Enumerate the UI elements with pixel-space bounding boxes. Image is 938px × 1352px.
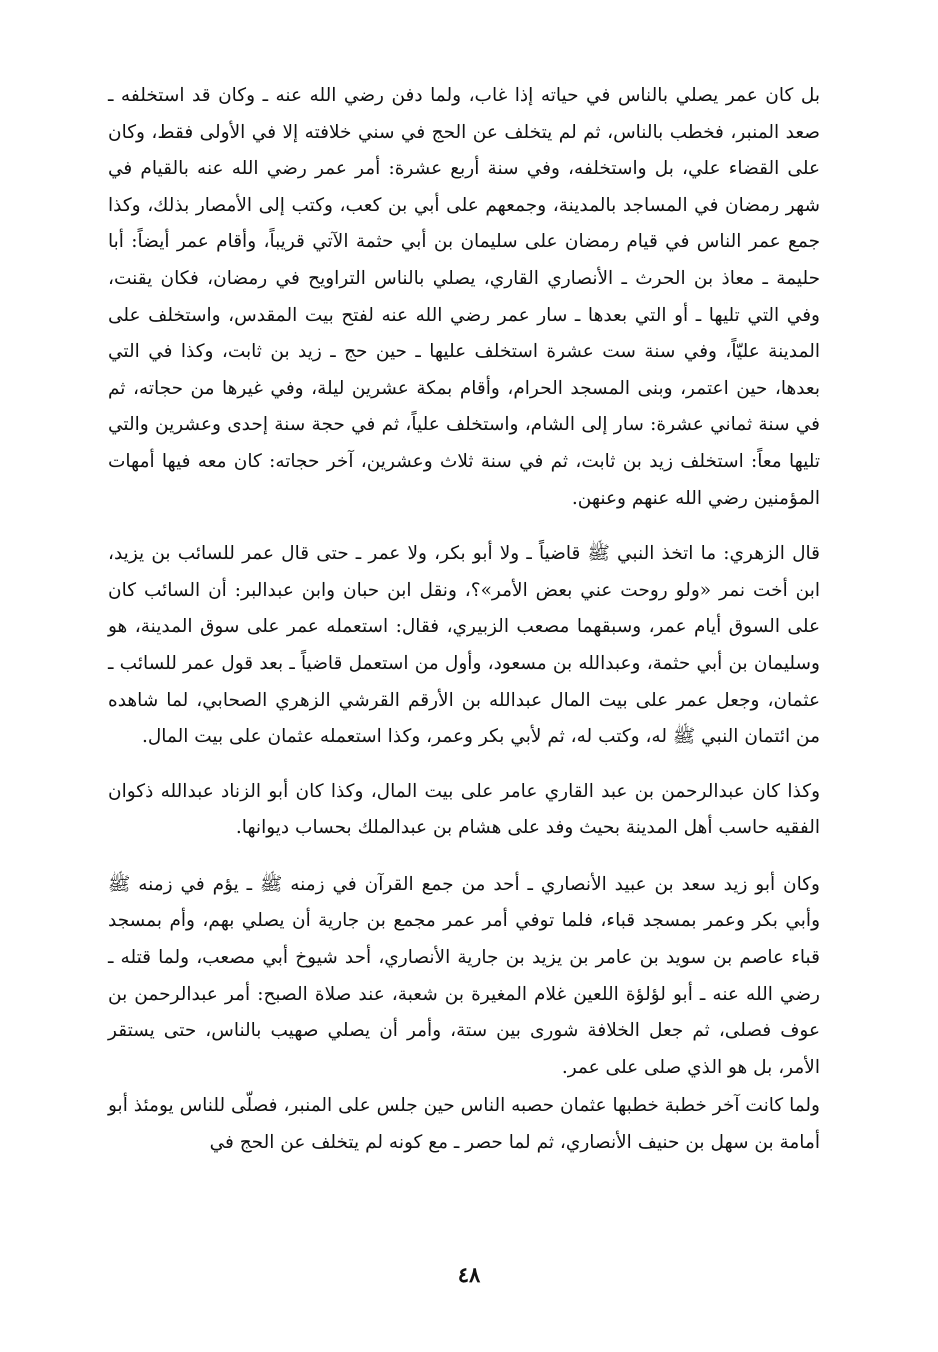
paragraph-5: ولما كانت آخر خطبة خطبها عثمان حصبه الناس حين جلس على المنبر، فصلّى للناس يومئذ أبو أمامة بن سهل بن حنيف الأنصاري، ثم لما حصر ـ مع كونه لم يتخلف عن الحج في (108, 1095, 820, 1154)
page-number: ٤٨ (457, 1262, 481, 1287)
paragraph-3: وكذا كان عبدالرحمن بن عبد القاري عامر على بيت المال، وكذا كان أبو الزناد عبدالله ذكوان الفقيه حاسب أهل المدينة بحيث وفد على هشام بن عبدالملك بحساب ديوانها. (108, 780, 820, 839)
paragraph-4: وكان أبو زيد سعد بن عبيد الأنصاري ـ أحد من جمع القرآن في زمنه ﷺ ـ يؤم في زمنه ﷺ وأبي بكر وعمر بمسجد قباء، فلما توفي أمر عمر مجمع بن جارية أن يصلي بهم، وأم بمسجد قباء عاصم بن سويد بن عامر بن يزيد بن جارية الأنصاري، أحد شيوخ أبي مصعب، ولما قتله ـ رضي الله عنه ـ أبو لؤلؤة اللعين غلام المغيرة بن شعبة، عند صلاة الصبح: أمر عبدالرحمن بن عوف فصلى، ثم جعل الخلافة شورى بين ستة، وأمر أن يصلي صهيب بالناس، حتى يستقر الأمر، بل هو الذي صلى على عمر. (108, 873, 820, 1078)
paragraph-1: بل كان عمر يصلي بالناس في حياته إذا غاب، ولما دفن رضي الله عنه ـ وكان قد استخلفه ـ صعد المنبر، فخطب بالناس، ثم لم يتخلف عن الحج في سني خلافته إلا في الأولى فقط، وكان على القضاء علي، بل واستخلفه، وفي سنة أربع عشرة: أمر عمر رضي الله عنه بالقيام في شهر رمضان في المساجد بالمدينة، وجمعهم على أبي بن كعب، وكتب إلى الأمصار بذلك، وكذا جمع عمر الناس في قيام رمضان على سليمان بن أبي حثمة الآتي قريباً، وأقام عمر أيضاً: أبا حليمة ـ معاذ بن الحرث ـ الأنصاري القاري، يصلي بالناس التراويح في رمضان، فكان يقنت، وفي التي تليها ـ أو التي بعدها ـ سار عمر رضي الله عنه لفتح بيت المقدس، واستخلف على المدينة عليّاً، وفي سنة ست عشرة استخلف عليها ـ حين حج ـ زيد بن ثابت، وكذا في التي بعدها، حين اعتمر، وبنى المسجد الحرام، وأقام بمكة عشرين ليلة، وفي غيرها من حجاته، ثم في سنة ثماني عشرة: سار إلى الشام، واستخلف علياً، ثم في حجة سنة إحدى وعشرين والتي تليها معاً: استخلف زيد بن ثابت، ثم في سنة ثلاث وعشرين، آخر حجاته: كان معه فيها أمهات المؤمنين رضي الله عنهم وعنهن. (108, 85, 820, 509)
paragraph-2: قال الزهري: ما اتخذ النبي ﷺ قاضياً ـ ولا أبو بكر، ولا عمر ـ حتى قال عمر للسائب بن يزيد، ابن أخت نمر «ولو روحت عني بعض الأمر»؟، ونقل ابن حبان وابن عبدالبر: أن السائب كان على السوق أيام عمر، وسبقهما مصعب الزبيري، فقال: استعمله عمر على سوق المدينة، هو وسليمان بن أبي حثمة، وعبدالله بن مسعود، وأول من استعمل قاضياً ـ بعد قول عمر للسائب ـ عثمان، وجعل عمر على بيت المال عبدالله بن الأرقم القرشي الزهري الصحابي، لما شاهده من ائتمان النبي ﷺ له، وكتب له، ثم لأبي بكر وعمر، وكذا استعمله عثمان على بيت المال. (108, 543, 820, 748)
